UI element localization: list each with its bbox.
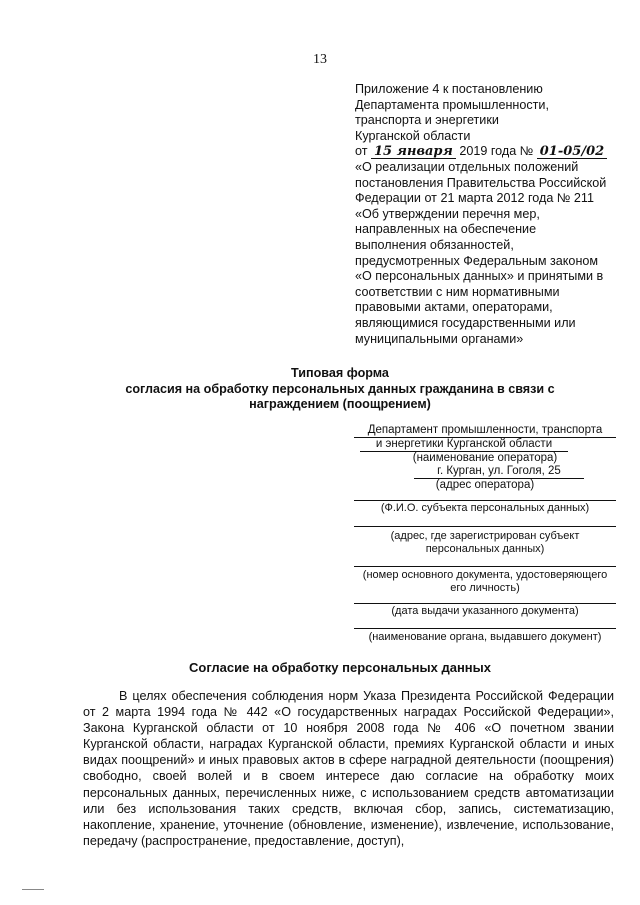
operator-block <box>354 424 616 492</box>
appendix-line: Департамента промышленности, <box>355 97 549 112</box>
appendix-line: Курганской области <box>355 128 471 143</box>
fio-caption: (Ф.И.О. субъекта персональных данных) <box>380 502 590 514</box>
handwritten-date: 15 января <box>371 145 456 159</box>
consent-paragraph: В целях обеспечения соблюдения норм Указа Президента Российской Федерации от 2 марта 1994 года № 442 «О государственных наградах Российской Федерации», Закона Курганской области от 10 ноября 2008 года № 406 «О почетном звании Курганской области, наградах Курганской области, премиях Курганской области и иных видах поощрений» и иных правовых актов в сфере наградной деятельности (поощрения) свободно, своей волей и в своем интересе даю согласие на обработку моих персональных данных, перечисленных ниже, с использованием средств автоматизации или без использования таких средств, включая сбор, запись, систематизацию, накопление, хранение, уточнение (обновление, изменение), извлечение, использование, передачу (распространение, предоставление, доступ), <box>83 689 614 848</box>
appendix-date-line <box>355 144 630 160</box>
operator-address-caption: (адрес оператора) <box>435 479 535 491</box>
footer-mark <box>22 889 44 890</box>
appendix-header <box>355 82 630 347</box>
form-title-line: награждением (поощрением) <box>249 397 431 412</box>
form-title-line: Типовая форма <box>291 366 389 380</box>
issuer-blank-line <box>354 628 616 629</box>
issue-date-blank-line <box>354 603 616 604</box>
form-title <box>40 366 640 413</box>
appendix-line: выполнения обязанностей, <box>355 237 514 252</box>
appendix-line: Федерации от 21 марта 2012 года № 211 <box>355 191 594 206</box>
appendix-line: транспорта и энергетики <box>355 113 499 128</box>
appendix-line: предусмотренных Федеральным законом <box>355 253 599 268</box>
appendix-year: 2019 года № <box>459 144 534 159</box>
operator-name-caption: (наименование оператора) <box>412 452 558 464</box>
appendix-line: правовыми актами, операторами, <box>355 300 553 315</box>
appendix-from: от <box>355 144 368 159</box>
operator-address: г. Курган, ул. Гоголя, 25 <box>414 465 584 479</box>
appendix-line: соответствии с ним нормативными <box>355 284 560 299</box>
appendix-line: являющимися государственными или <box>355 315 576 330</box>
address-blank-line <box>354 526 616 527</box>
appendix-line: «О персональных данных» и принятыми в <box>355 269 604 284</box>
appendix-line: направленных на обеспечение <box>355 222 537 237</box>
document-blank-line <box>354 566 616 567</box>
document-caption-line: (номер основного документа, удостоверяющего <box>362 569 608 581</box>
issue-date-caption: (дата выдачи указанного документа) <box>391 605 579 617</box>
fio-blank-line <box>354 500 616 501</box>
appendix-line: «Об утверждении перечня мер, <box>355 206 540 221</box>
appendix-line: постановления Правительства Российской <box>355 175 607 190</box>
issuer-caption: (наименование органа, выдавшего документ) <box>368 631 602 643</box>
operator-name-line: и энергетики Курганской области <box>360 438 568 452</box>
operator-name-line: Департамент промышленности, транспорта <box>354 424 616 438</box>
handwritten-number: 01-05/02 <box>537 145 607 159</box>
consent-title: Согласие на обработку персональных данных <box>188 660 491 675</box>
document-caption <box>354 569 616 595</box>
page-number: 13 <box>313 52 327 67</box>
address-caption-line: (адрес, где зарегистрирован субъект <box>390 530 580 542</box>
document-caption-line: его личность) <box>450 582 520 594</box>
appendix-line: «О реализации отдельных положений <box>355 159 579 174</box>
appendix-line: муниципальными органами» <box>355 331 524 346</box>
address-caption <box>354 530 616 556</box>
appendix-line: Приложение 4 к постановлению <box>355 82 543 96</box>
form-title-line: согласия на обработку персональных данных гражданина в связи с <box>125 381 555 396</box>
address-caption-line: персональных данных) <box>425 543 545 555</box>
